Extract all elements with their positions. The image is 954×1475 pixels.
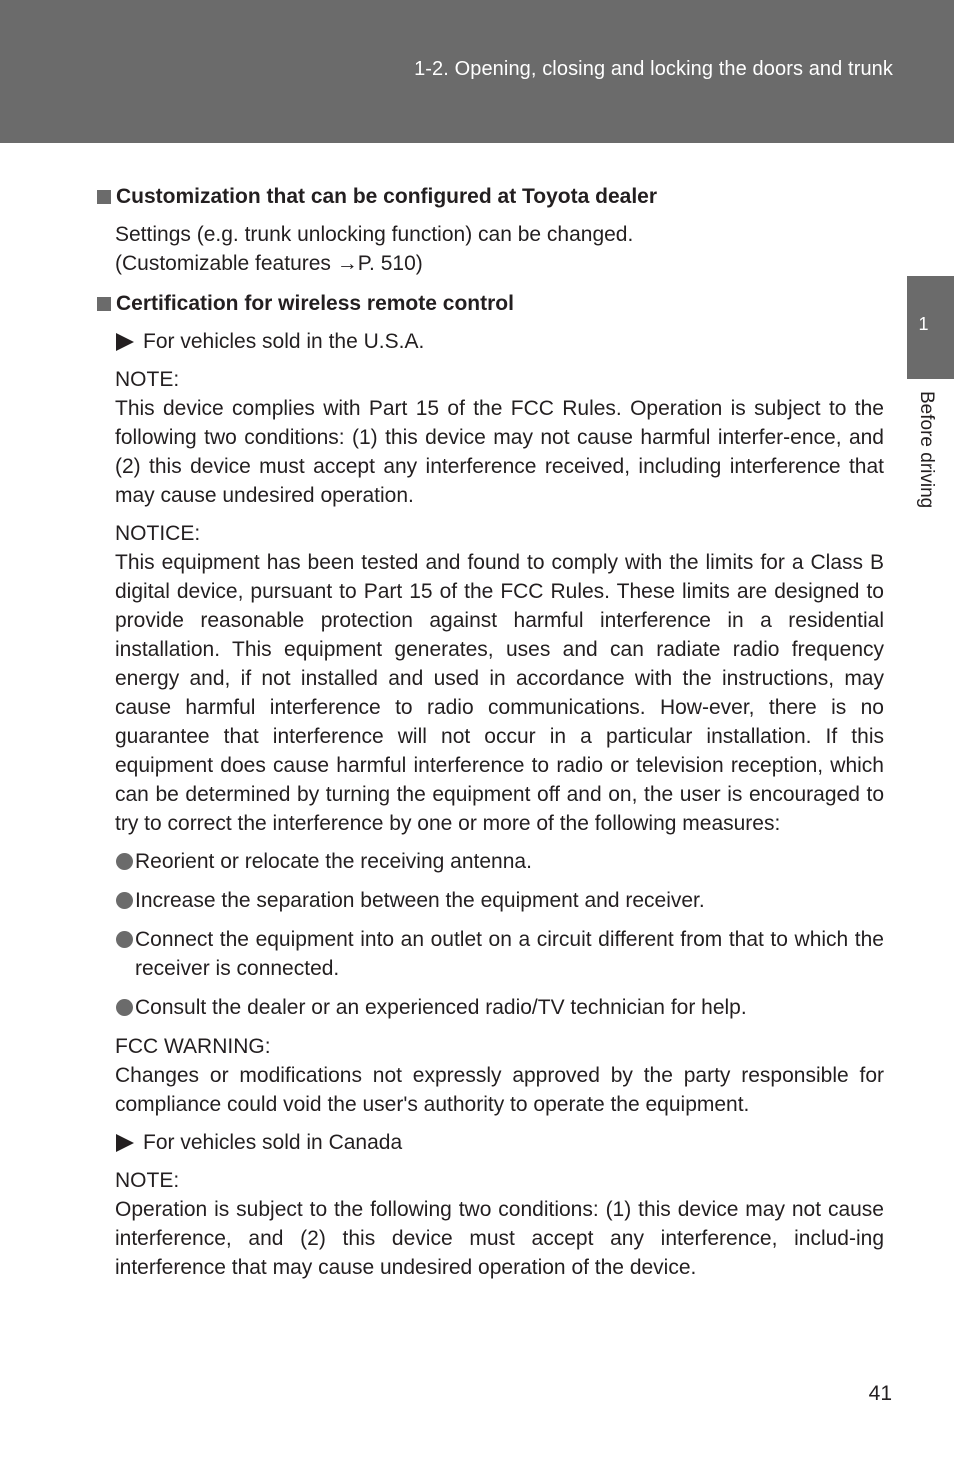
- circle-bullet-icon: [116, 892, 133, 909]
- circle-bullet-icon: [116, 999, 133, 1016]
- header-title: 1-2. Opening, closing and locking the doors and trunk: [414, 58, 893, 80]
- circle-bullet-icon: [116, 853, 133, 870]
- square-bullet-icon: [97, 190, 111, 204]
- list-item-text: Reorient or relocate the receiving antenna.: [135, 850, 532, 873]
- list-item-text: Consult the dealer or an experienced radio/TV technician for help.: [135, 996, 747, 1019]
- region-label-text: For vehicles sold in the U.S.A.: [143, 330, 425, 353]
- note-block: [96, 365, 884, 510]
- warning-text: Changes or modifications not expressly approved by the party responsible for compliance could void the user's authority to operate the equipment.: [115, 1064, 884, 1116]
- text-line: (Customizable features →P. 510): [115, 252, 423, 275]
- warning-block: [96, 1032, 884, 1119]
- page-content: [96, 182, 884, 1291]
- list-item: [96, 925, 884, 983]
- note-text: Operation is subject to the following two conditions: (1) this device may not cause interference, and (2) this device must accept any interference, includ-ing interference that may cause undesired operation of the device.: [115, 1198, 884, 1279]
- triangle-arrow-icon: [116, 333, 134, 351]
- list-item: [96, 993, 884, 1022]
- list-item: [96, 886, 884, 915]
- section-heading-text: Certification for wireless remote control: [116, 292, 514, 315]
- triangle-arrow-icon: [116, 1134, 134, 1152]
- notice-text: This equipment has been tested and found to comply with the limits for a Class B digital device, pursuant to Part 15 of the FCC Rules. These limits are designed to provide reasonable protection against harmful interference in a residential installation. This equipment generates, uses and can radiate radio frequency energy and, if not installed and used in accordance with the instructions, may cause harmful interference to radio communications. How-ever, there is no guarantee that interference will not occur in a particular installation. If this equipment does cause harmful interference to radio or television reception, which can be determined by turning the equipment off and on, the user is encouraged to try to correct the interference by one or more of the following measures:: [115, 551, 884, 835]
- warning-title: FCC WARNING:: [115, 1035, 271, 1058]
- section-heading: [96, 289, 884, 318]
- chapter-number: 1: [918, 314, 929, 334]
- square-bullet-icon: [97, 297, 111, 311]
- page-header: [0, 0, 954, 143]
- region-label-text: For vehicles sold in Canada: [143, 1131, 403, 1154]
- region-label: [96, 327, 884, 356]
- page-number: 41: [868, 1382, 892, 1405]
- note-title: NOTE:: [115, 1169, 180, 1192]
- region-label: [96, 1128, 884, 1157]
- list-item-text: Connect the equipment into an outlet on a circuit different from that to which the receiver is connected.: [135, 928, 884, 980]
- note-title: NOTE:: [115, 368, 180, 391]
- chapter-tab: [907, 276, 954, 379]
- chapter-label: Before driving: [916, 391, 937, 509]
- text-line: Settings (e.g. trunk unlocking function) can be changed.: [115, 223, 634, 246]
- list-item: [96, 847, 884, 876]
- circle-bullet-icon: [116, 931, 133, 948]
- settings-paragraph: [96, 220, 884, 278]
- note-text: This device complies with Part 15 of the FCC Rules. Operation is subject to the following two conditions: (1) this device may not cause harmful interfer-ence, and (2) this device must accept any interference received, including interference that may cause undesired operation.: [115, 397, 884, 507]
- canada-note-block: [96, 1166, 884, 1282]
- list-item-text: Increase the separation between the equipment and receiver.: [135, 889, 705, 912]
- section-heading: [96, 182, 884, 211]
- notice-title: NOTICE:: [115, 522, 201, 545]
- section-heading-text: Customization that can be configured at Toyota dealer: [116, 185, 658, 208]
- notice-block: [96, 519, 884, 838]
